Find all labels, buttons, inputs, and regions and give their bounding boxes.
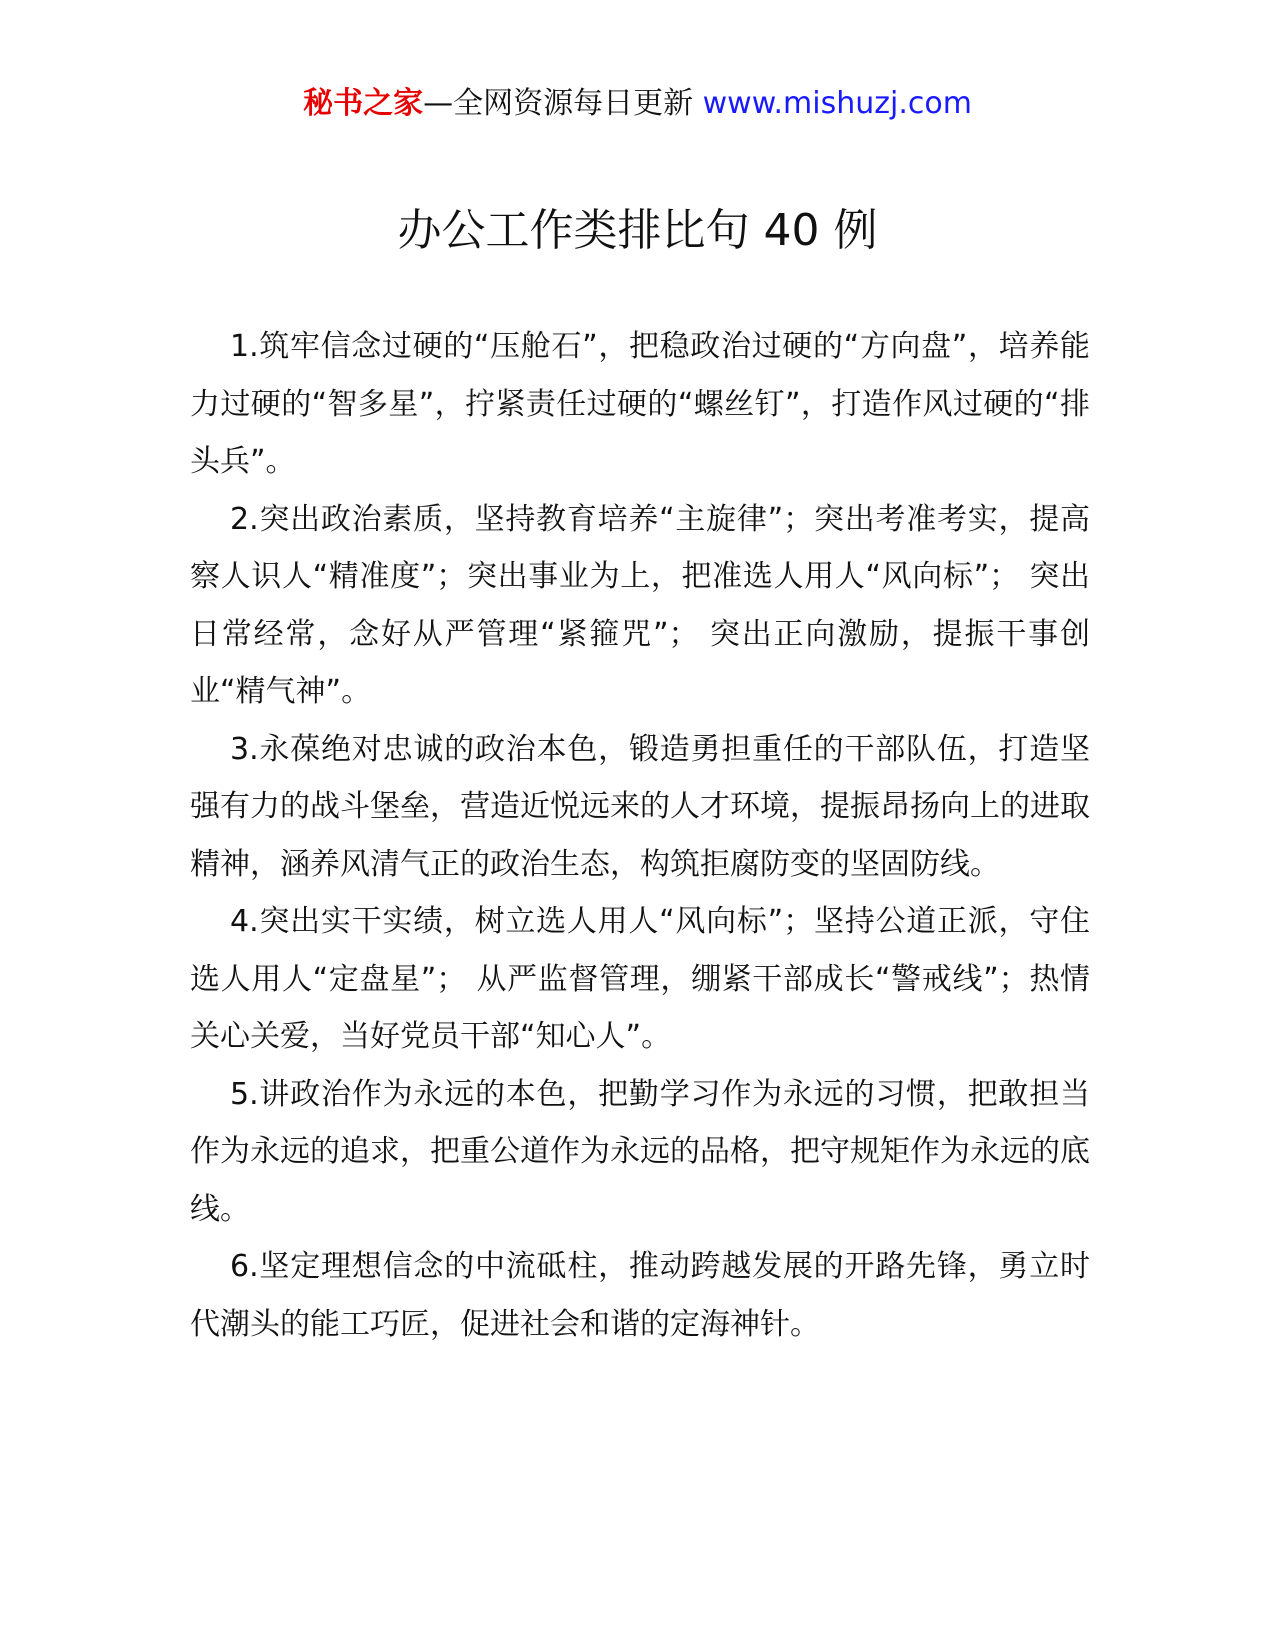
document-body	[190, 318, 1090, 1353]
paragraph-1: 1.筑牢信念过硬的“压舱石”，把稳政治过硬的“方向盘”，培养能力过硬的“智多星”，拧紧责任过硬的“螺丝钉”，打造作风过硬的“排头兵”。	[190, 329, 1090, 479]
paragraph-6: 6.坚定理想信念的中流砥柱，推动跨越发展的开路先锋，勇立时代潮头的能工巧匠，促进社会和谐的定海神针。	[190, 1249, 1090, 1342]
paragraph-5: 5.讲政治作为永远的本色，把勤学习作为永远的习惯，把敢担当作为永远的追求，把重公道作为永远的品格，把守规矩作为永远的底线。	[190, 1076, 1090, 1227]
paragraph-2: 2.突出政治素质，坚持教育培养“主旋律”；突出考准考实，提高察人识人“精准度”；突出事业为上，把准选人用人“风向标”； 突出日常经常，念好从严管理“紧箍咒”； 突出正向激励，提振干事创业“精气神”。	[190, 501, 1090, 709]
document-title: 办公工作类排比句 40 例	[397, 205, 878, 256]
website-link[interactable]: www.mishuzj.com	[702, 86, 972, 121]
brand-name: 秘书之家	[303, 86, 424, 121]
site-header	[0, 84, 1275, 124]
paragraph-4: 4.突出实干实绩，树立选人用人“风向标”；坚持公道正派，守住选人用人“定盘星”； 从严监督管理，绷紧干部成长“警戒线”；热情关心关爱，当好党员干部“知心人”。	[190, 904, 1090, 1054]
header-tagline: —全网资源每日更新	[423, 86, 694, 121]
paragraph-3: 3.永葆绝对忠诚的政治本色，锻造勇担重任的干部队伍，打造坚强有力的战斗堡垒，营造近悦远来的人才环境，提振昂扬向上的进取精神，涵养风清气正的政治生态，构筑拒腐防变的坚固防线。	[190, 731, 1090, 882]
